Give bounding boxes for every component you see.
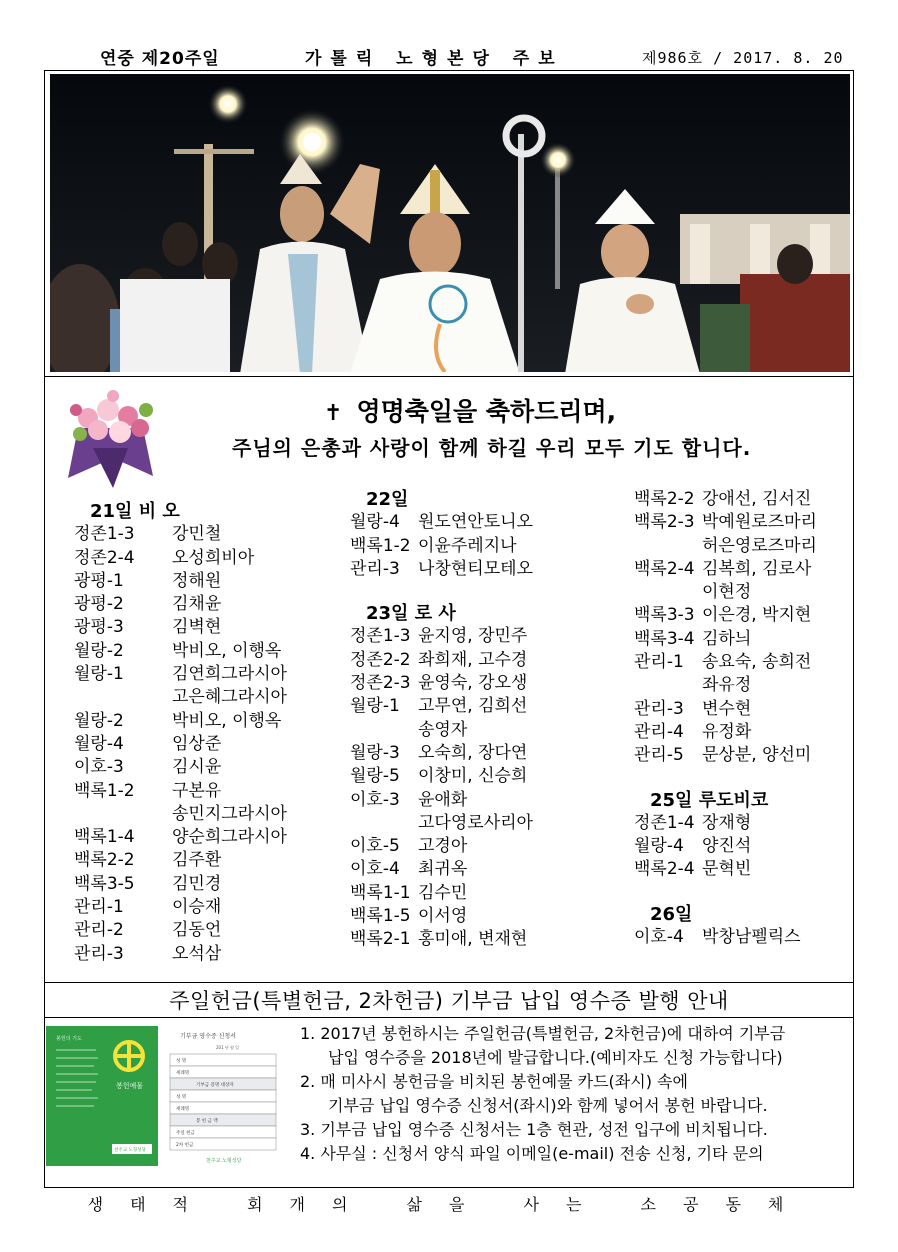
member-names: 박비오, 이행옥 [172, 710, 282, 731]
district-label [350, 812, 418, 835]
feast-row [350, 625, 533, 648]
member-names: 김동언 [172, 920, 222, 941]
member-names: 김연희그라시아 [172, 664, 287, 685]
feast-list-col2 [350, 488, 533, 952]
member-names: 이창미, 신승희 [418, 766, 528, 787]
notice-list [300, 1022, 845, 1166]
member-names: 송민지그라시아 [172, 803, 287, 824]
feast-row [350, 835, 533, 858]
member-names: 장재형 [702, 812, 752, 833]
feast-row [634, 812, 817, 835]
district-label: 백록1-2 [350, 535, 411, 556]
member-names: 고은혜그라시아 [172, 687, 287, 708]
feast-row [350, 719, 533, 742]
district-label: 정존2-3 [350, 673, 411, 694]
feast-row [634, 674, 817, 697]
feast-row [634, 698, 817, 721]
district-label: 이호-5 [350, 836, 400, 857]
member-names: 김하늬 [702, 628, 752, 649]
district-label [634, 581, 702, 604]
feast-row [74, 826, 287, 849]
form-year-text: 201 년 월 일 [216, 1045, 240, 1050]
district-label [74, 686, 172, 709]
member-names: 박비오, 이행옥 [172, 640, 282, 661]
member-names: 김주환 [172, 850, 222, 871]
feast-rows [74, 523, 287, 966]
feast-day-heading: 21일 비 오 [90, 501, 180, 522]
district-label: 백록1-2 [74, 780, 135, 801]
feast-row [74, 547, 287, 570]
member-names: 박예원로즈마리 [702, 512, 817, 533]
greeting-title [324, 392, 616, 428]
district-label: 정존1-3 [350, 626, 411, 647]
district-label: 백록2-4 [634, 859, 695, 880]
feast-row [350, 742, 533, 765]
district-label: 백록2-4 [634, 558, 695, 579]
member-names: 송영자 [418, 719, 468, 740]
feast-day-heading: 25일 루도비코 [650, 789, 769, 811]
feast-row [634, 835, 817, 858]
district-label: 정존2-2 [350, 649, 411, 670]
feast-rows [634, 812, 817, 882]
member-names: 고경아 [418, 836, 468, 857]
notice-item-1: 1. 2017년 봉헌하시는 주일헌금(특별헌금, 2차헌금)에 대하여 기부금 [300, 1024, 786, 1043]
flower-bouquet-icon [58, 388, 166, 488]
feast-rows [634, 926, 817, 949]
member-names: 허은영로즈마리 [702, 535, 817, 556]
district-label: 정존1-3 [74, 524, 135, 545]
feast-row [74, 803, 287, 826]
district-label [634, 535, 702, 558]
district-label: 관리-2 [74, 920, 124, 941]
cross-icon: ✝ [324, 401, 343, 426]
feast-row [350, 905, 533, 928]
form-row-label: 2차 헌금 [176, 1143, 194, 1148]
form-row-label: 주일 헌금 [176, 1131, 195, 1136]
form-row-box [170, 1114, 276, 1126]
footer-motto: 생태적 회개의 삶을 사는 소공동체 [87, 1195, 811, 1214]
district-label: 광평-1 [74, 570, 124, 591]
feast-row [350, 812, 533, 835]
feast-row [634, 604, 817, 627]
district-label: 백록1-4 [74, 827, 135, 848]
form-row-label: 세례명 [176, 1107, 190, 1112]
member-names: 윤영숙, 강오생 [418, 673, 528, 694]
feast-row [350, 649, 533, 672]
feast-row [350, 695, 533, 718]
notice-title: 주일헌금(특별헌금, 2차헌금) 기부금 납입 영수증 발행 안내 [169, 989, 729, 1013]
feast-row [74, 570, 287, 593]
feast-row [634, 581, 817, 604]
district-label: 관리-3 [74, 943, 124, 964]
district-label [634, 674, 702, 697]
district-label: 이호-4 [350, 859, 400, 880]
district-label [74, 803, 172, 826]
member-names: 이서영 [418, 906, 468, 927]
feast-rows [350, 625, 533, 951]
feast-row [74, 593, 287, 616]
member-names: 정해원 [172, 570, 222, 591]
greeting-title-text: 영명축일을 축하드리며, [356, 397, 617, 426]
feast-list-col1 [74, 500, 287, 966]
member-names: 김복희, 김로사 [702, 558, 812, 579]
member-names: 김채윤 [172, 594, 222, 615]
district-label: 백록3-4 [634, 628, 695, 649]
notice-item-3: 3. 기부금 납입 영수증 신청서는 1층 현관, 성전 입구에 비치됩니다. [300, 1120, 768, 1139]
feast-row [74, 943, 287, 966]
feast-row [350, 672, 533, 695]
issue-week: 연중 제20주일 [100, 49, 220, 69]
district-label: 월랑-1 [74, 664, 124, 685]
feast-row [74, 640, 287, 663]
member-names: 양순희그라시아 [172, 827, 287, 848]
district-label: 관리-4 [634, 721, 684, 742]
member-names: 송요숙, 송희전 [702, 652, 812, 673]
feast-row [74, 733, 287, 756]
district-label: 백록2-1 [350, 929, 411, 950]
member-names: 김수민 [418, 882, 468, 903]
form-title-text: 기부금 영수증 신청서 [180, 1033, 236, 1040]
feast-row [634, 488, 817, 511]
member-names: 이은경, 박지현 [702, 605, 812, 626]
district-label: 월랑-4 [350, 512, 400, 533]
greeting-subtitle: 주님의 은총과 사랑이 함께 하길 우리 모두 기도 합니다. [232, 436, 752, 460]
district-label: 백록2-2 [74, 850, 135, 871]
member-names: 오숙희, 장다연 [418, 742, 528, 763]
member-names: 양진석 [702, 836, 752, 857]
feast-row [74, 710, 287, 733]
district-label: 관리-3 [350, 558, 400, 579]
feast-row [634, 535, 817, 558]
form-row-label: 성 명 [176, 1059, 187, 1064]
form-row-label: 성 명 [176, 1095, 187, 1100]
member-names: 고무연, 김희선 [418, 696, 528, 717]
district-label: 백록2-2 [634, 489, 695, 509]
member-names: 이승재 [172, 897, 222, 918]
receipt-form-image [46, 1026, 282, 1166]
district-label: 백록2-3 [634, 512, 695, 533]
feast-row [350, 535, 533, 558]
member-names: 박창남펠릭스 [702, 927, 801, 948]
member-names: 원도연안토니오 [418, 512, 533, 533]
member-names: 오석삼 [172, 943, 222, 964]
district-label: 백록3-3 [634, 605, 695, 626]
district-label: 월랑-2 [74, 640, 124, 661]
member-names: 윤애화 [418, 789, 468, 810]
feast-row [74, 873, 287, 896]
feast-row [634, 858, 817, 881]
feast-row [74, 663, 287, 686]
feast-row [634, 511, 817, 534]
form-row-label: 기부금 증명 대상자 [196, 1083, 234, 1088]
form-row-label: 봉 헌 금 액 [196, 1119, 218, 1124]
member-names: 문혁빈 [702, 859, 752, 880]
district-label: 월랑-1 [350, 696, 400, 717]
divider [44, 376, 854, 377]
feast-row [634, 744, 817, 767]
issue-number-date: 제986호 / 2017. 8. 20 [642, 49, 844, 67]
district-label: 백록1-5 [350, 906, 411, 927]
card-title-text: 봉헌예물 [116, 1082, 144, 1090]
feast-row [74, 686, 287, 709]
district-label: 이호-3 [74, 757, 124, 778]
feast-rows [634, 488, 817, 768]
district-label [350, 719, 418, 742]
feast-row [74, 896, 287, 919]
district-label: 관리-3 [634, 698, 684, 719]
member-names: 강애선, 김서진 [702, 489, 812, 509]
card-top-text: 봉헌의 기도 [56, 1036, 82, 1042]
notice-item-4: 4. 사무실 : 신청서 양식 파일 이메일(e-mail) 전송 신청, 기타 문의 [300, 1144, 764, 1163]
district-label: 백록3-5 [74, 873, 135, 894]
photo-illustration [50, 74, 850, 372]
member-names: 유정화 [702, 721, 752, 742]
feast-row [350, 928, 533, 951]
district-label: 광평-2 [74, 594, 124, 615]
member-names: 이윤주레지나 [418, 535, 517, 556]
district-label: 월랑-4 [634, 836, 684, 857]
member-names: 좌유정 [702, 675, 752, 696]
district-label: 관리-1 [74, 897, 124, 918]
district-label: 관리-1 [634, 652, 684, 673]
member-names: 나창현티모테오 [418, 558, 533, 579]
district-label: 월랑-2 [74, 710, 124, 731]
feast-row [74, 616, 287, 639]
district-label: 관리-5 [634, 745, 684, 766]
feast-list-col3 [634, 488, 817, 949]
feast-row [350, 511, 533, 534]
member-names: 김시윤 [172, 757, 222, 778]
district-label: 월랑-5 [350, 766, 400, 787]
member-names: 임상준 [172, 733, 222, 754]
member-names: 좌희재, 고수경 [418, 649, 528, 670]
notice-item-2: 2. 매 미사시 봉헌금을 비치된 봉헌예물 카드(좌시) 속에 [300, 1072, 688, 1091]
divider [44, 982, 854, 983]
feast-rows [350, 511, 533, 581]
feast-day-heading: 23일 로 사 [366, 603, 456, 625]
district-label: 정존1-4 [634, 812, 695, 833]
district-label: 월랑-4 [74, 733, 124, 754]
feast-row [634, 721, 817, 744]
member-names: 변수현 [702, 698, 752, 719]
feast-day-heading: 22일 [366, 489, 409, 510]
district-label: 이호-3 [350, 789, 400, 810]
notice-item-1-cont: 납입 영수증을 2018년에 발급합니다.(예비자도 신청 가능합니다) [328, 1048, 783, 1067]
member-names: 문상분, 양선미 [702, 745, 812, 766]
member-names: 윤지영, 장민주 [418, 626, 528, 647]
feast-row [634, 651, 817, 674]
member-names: 김민경 [172, 873, 222, 894]
feast-row [74, 780, 287, 803]
member-names: 홍미애, 변재현 [418, 929, 528, 950]
district-label: 이호-4 [634, 927, 684, 948]
district-label: 광평-3 [74, 617, 124, 638]
member-names: 오성희비아 [172, 547, 255, 568]
member-names: 김벽현 [172, 617, 222, 638]
member-names: 최귀옥 [418, 859, 468, 880]
divider [44, 1017, 854, 1018]
feast-row [634, 628, 817, 651]
district-label: 월랑-3 [350, 742, 400, 763]
member-names: 이현정 [702, 582, 752, 603]
member-names: 고다영로사리아 [418, 812, 533, 833]
feast-row [74, 919, 287, 942]
card-footer-text: 천주교 노형성당 [114, 1148, 146, 1153]
feast-row [74, 523, 287, 546]
feast-row [634, 558, 817, 581]
feast-row [74, 756, 287, 779]
district-label: 정존2-4 [74, 547, 135, 568]
member-names: 구본유 [172, 780, 222, 801]
district-label: 백록1-1 [350, 882, 411, 903]
feast-row [350, 882, 533, 905]
feast-row [350, 789, 533, 812]
notice-item-2-cont: 기부금 납입 영수증 신청서(좌시)와 함께 넣어서 봉헌 바랍니다. [328, 1096, 768, 1115]
feast-row [74, 849, 287, 872]
form-row-label: 세례명 [176, 1071, 190, 1076]
feast-row [350, 765, 533, 788]
feast-photo [50, 74, 850, 372]
member-names: 강민철 [172, 524, 222, 545]
feast-day-heading: 26일 [650, 903, 693, 925]
form-footer-text: 천주교 노형성당 [206, 1158, 242, 1164]
feast-row [350, 858, 533, 881]
bulletin-title: 가톨릭 노형본당 주보 [305, 49, 564, 69]
feast-row [634, 926, 817, 949]
feast-row [350, 558, 533, 581]
